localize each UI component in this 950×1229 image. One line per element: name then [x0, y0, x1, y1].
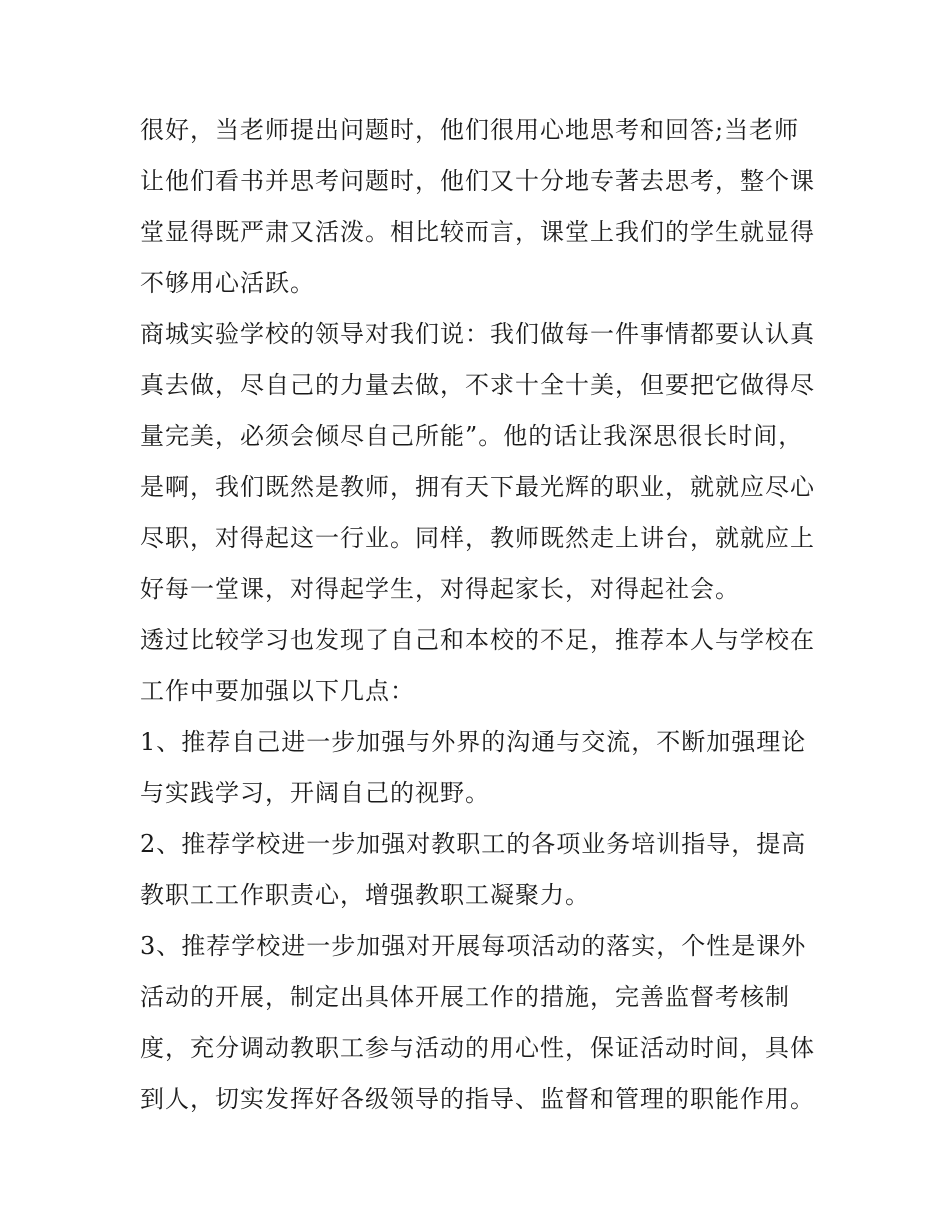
paragraph-shortcomings: 透过比较学习也发现了自己和本校的不足，推荐本人与学校在 工作中要加强以下几点：: [140, 626, 815, 705]
list-item-2: 2、推荐学校进一步加强对教职工的各项业务培训指导，提高 教职工工作职责心，增强教职工凝聚力。: [140, 830, 807, 909]
paragraph-classroom: 很好，当老师提出问题时，他们很用心地思考和回答;当老师 让他们看书并思考问题时，他们又十分地专著去思考，整个课 堂显得既严肃又活泼。相比较而言，课堂上我们的学生就显得 不够用心活跃。: [140, 116, 815, 297]
list-item-1: 1、推荐自己进一步加强与外界的沟通与交流，不断加强理论 与实践学习，开阔自己的视野。: [140, 728, 807, 807]
paragraph-leader-quote: 商城实验学校的领导对我们说：我们做每一件事情都要认认真 真去做，尽自己的力量去做，不求十全十美，但要把它做得尽 量完美，必须会倾尽自己所能”。他的话让我深思很长时间， 是啊，我们既然是教师，拥有天下最光辉的职业，就就应尽心 尽职，对得起这一行业。同样，教师既然走上讲台，就就应上 好每一堂课，对得起学生，对得起家长，对得起社会。: [140, 320, 815, 603]
document-body: [140, 105, 820, 1125]
list-item-3: 3、推荐学校进一步加强对开展每项活动的落实，个性是课外 活动的开展，制定出具体开展工作的措施，完善监督考核制 度，充分调动教职工参与活动的用心性，保证活动时间，具体 到人，切实发挥好各级领导的指导、监督和管理的职能作用。: [140, 932, 815, 1113]
